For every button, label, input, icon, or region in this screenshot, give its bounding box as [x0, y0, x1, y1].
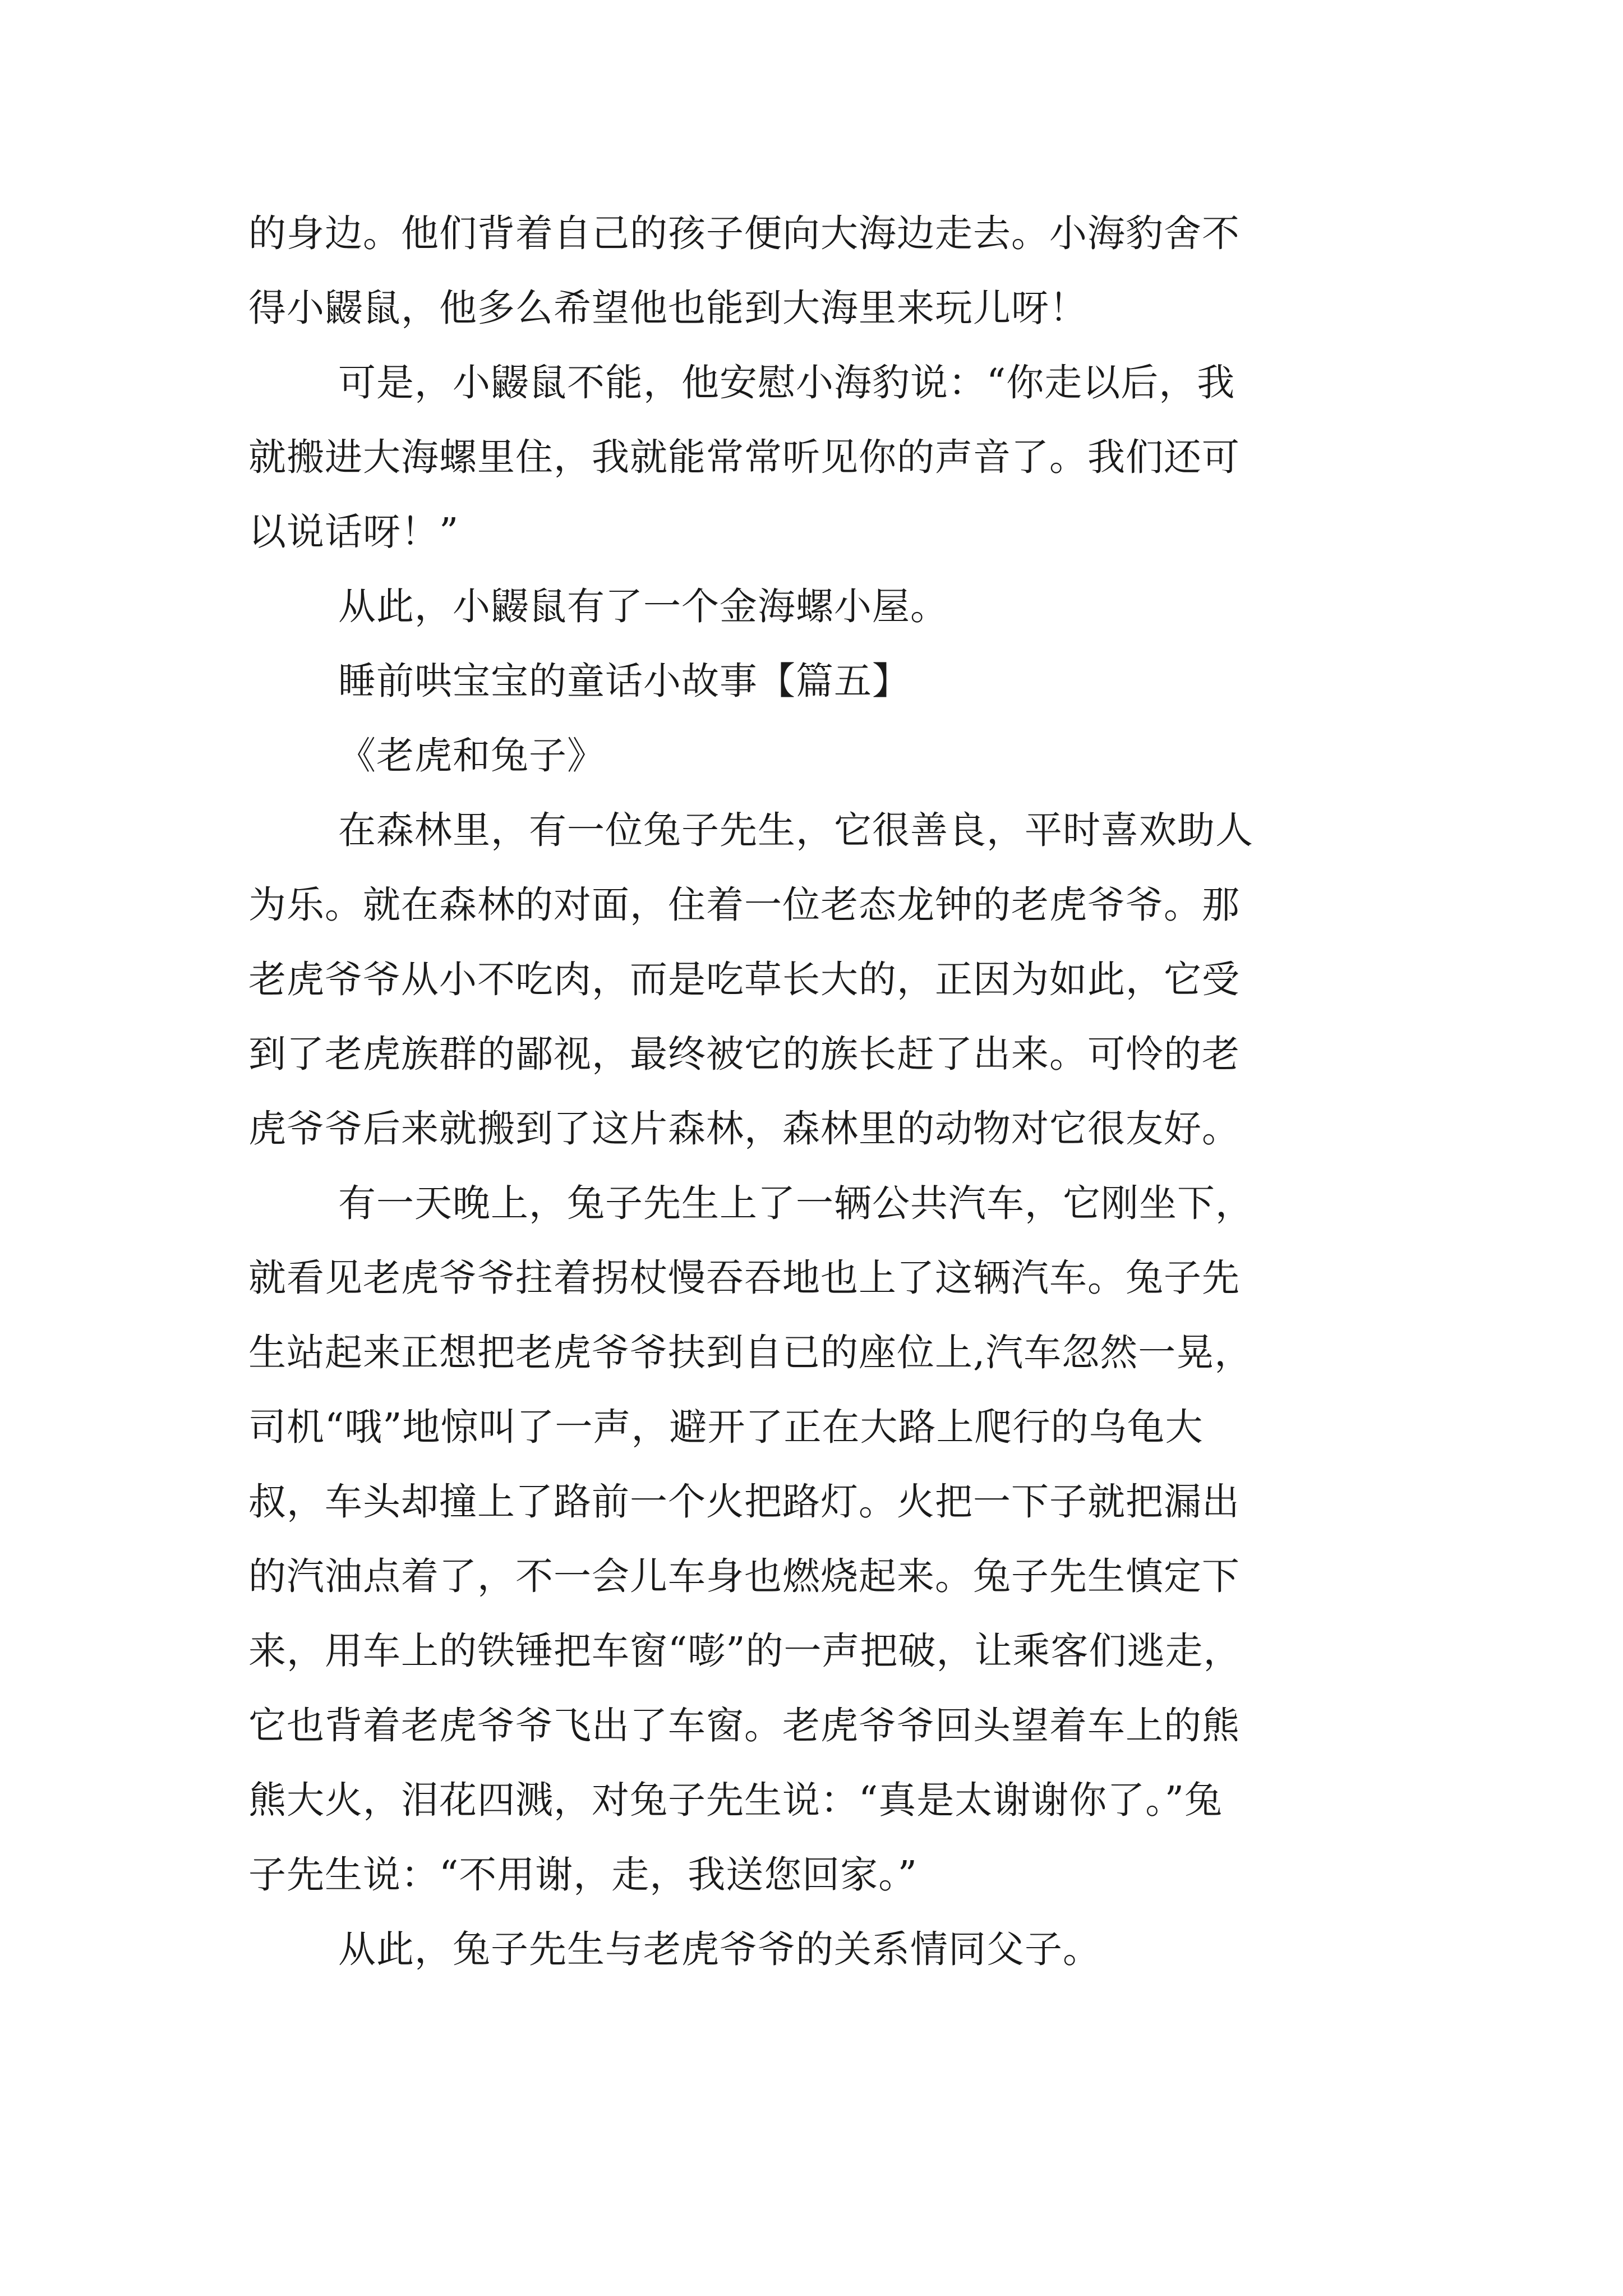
story-title: 《老虎和兔子》 — [338, 734, 605, 777]
text-line: 它也背着老虎爷爷飞出了车窗。老虎爷爷回头望着车上的熊 — [248, 1704, 1240, 1747]
text-line: 就看见老虎爷爷拄着拐杖慢吞吞地也上了这辆汽车。兔子先 — [248, 1256, 1240, 1300]
text-line: 生站起来正想把老虎爷爷扶到自已的座位上,汽车忽然一晃， — [248, 1331, 1253, 1374]
text-line: 到了老虎族群的鄙视，最终被它的族长赶了出来。可怜的老 — [248, 1032, 1240, 1076]
text-line: 叔，车头却撞上了路前一个火把路灯。火把一下子就把漏出 — [248, 1480, 1240, 1524]
text-line: 得小鼹鼠，他多么希望他也能到大海里来玩儿呀！ — [248, 286, 1087, 330]
text-line: 熊大火，泪花四溅，对兔子先生说：“真是太谢谢你了。”兔 — [248, 1778, 1223, 1822]
text-line: 的身边。他们背着自己的孩子便向大海边走去。小海豹舍不 — [248, 211, 1240, 255]
document-body — [248, 196, 1376, 1987]
text-line: 虎爷爷后来就搬到了这片森林，森林里的动物对它很友好。 — [248, 1107, 1240, 1151]
paragraph-first-line: 有一天晚上，兔子先生上了一辆公共汽车，它刚坐下， — [338, 1181, 1253, 1225]
text-line: 为乐。就在森林的对面，住着一位老态龙钟的老虎爷爷。那 — [248, 883, 1240, 927]
paragraph-first-line: 从此，兔子先生与老虎爷爷的关系情同父子。 — [338, 1927, 1101, 1971]
paragraph-first-line: 从此，小鼹鼠有了一个金海螺小屋。 — [338, 585, 948, 628]
text-line: 以说话呀！” — [248, 510, 459, 554]
text-line: 的汽油点着了，不一会儿车身也燃烧起来。兔子先生慎定下 — [248, 1554, 1240, 1598]
text-line: 就搬进大海螺里住，我就能常常听见你的声音了。我们还可 — [248, 435, 1240, 479]
paragraph-first-line: 可是，小鼹鼠不能，他安慰小海豹说：“你走以后，我 — [338, 361, 1235, 404]
text-line: 子先生说：“不用谢，走，我送您回家。” — [248, 1853, 918, 1897]
section-heading: 睡前哄宝宝的童话小故事【篇五】 — [338, 659, 910, 703]
paragraph-first-line: 在森林里，有一位兔子先生，它很善良，平时喜欢助人 — [338, 808, 1253, 852]
text-line: 司机“哦”地惊叫了一声，避开了正在大路上爬行的乌龟大 — [248, 1405, 1204, 1449]
text-line: 来，用车上的铁锤把车窗“嘭”的一声把破，让乘客们逃走， — [248, 1629, 1242, 1673]
text-line: 老虎爷爷从小不吃肉，而是吃草长大的，正因为如此，它受 — [248, 958, 1240, 1001]
